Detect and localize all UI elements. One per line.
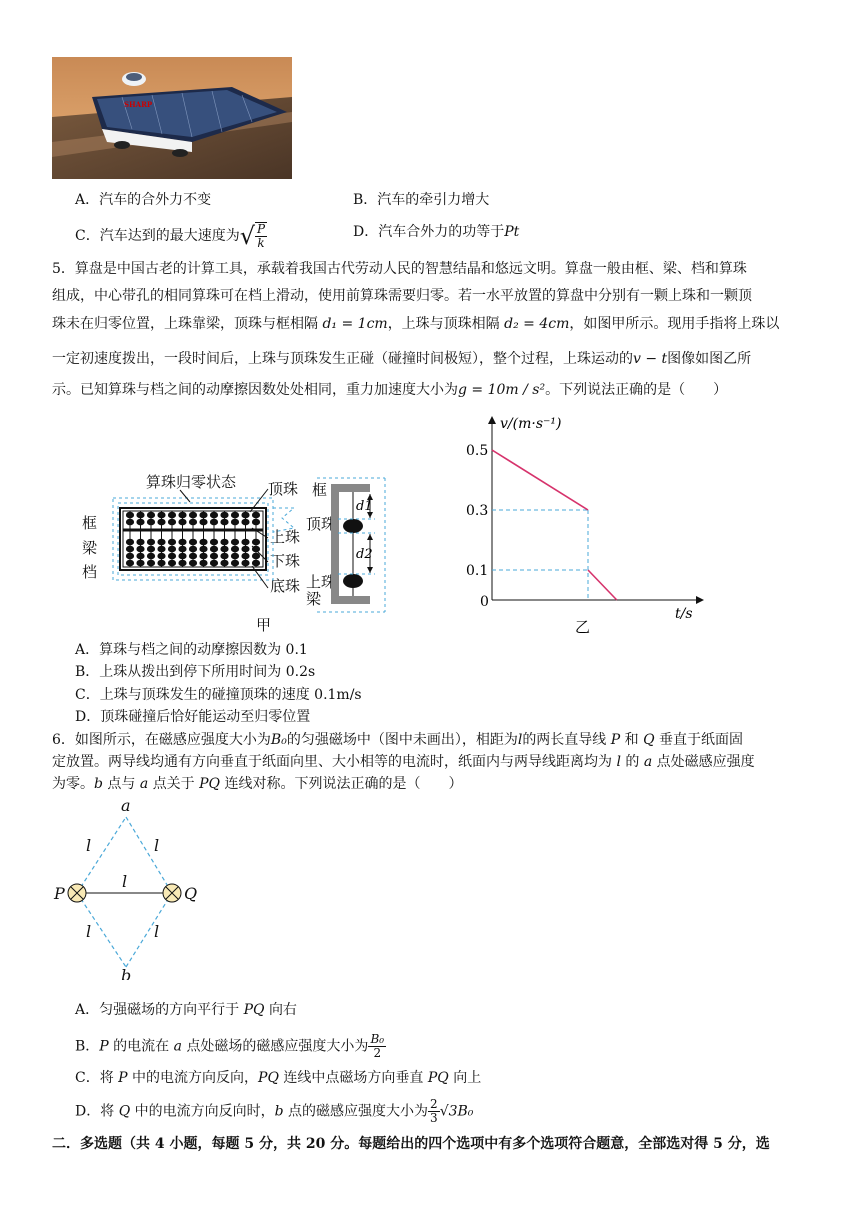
y-axis-arrow — [488, 416, 496, 424]
abacus-bead — [200, 553, 207, 559]
q5-option-d: D．顶珠碰撞后恰好能运动至归零位置 — [75, 709, 311, 725]
q6-opt-b-pre: B． — [75, 1038, 100, 1055]
abacus-bead — [200, 560, 207, 566]
abacus-bead — [221, 553, 228, 559]
q5-line-3b: ，上珠与顶珠相隔 — [387, 316, 500, 332]
side-l-5: l — [154, 922, 160, 941]
q6-option-a — [75, 1000, 297, 1020]
abacus-bead — [137, 546, 144, 552]
abacus-bead — [231, 553, 238, 559]
abacus-bead — [168, 553, 175, 559]
abacus-bead — [189, 560, 196, 566]
q6-line-2 — [52, 752, 820, 772]
abacus-bead — [221, 512, 228, 518]
q4-option-d — [353, 222, 519, 242]
abacus-bead — [126, 539, 133, 545]
q6-l-2: l — [616, 754, 621, 770]
abacus-bead — [221, 546, 228, 552]
q6-line-3d: 连线对称。下列说法正确的是（ ） — [224, 776, 463, 792]
q6-opt-b-p: P — [99, 1038, 109, 1055]
abacus-bead — [179, 546, 186, 552]
q6-line-1c: 的两长直导线 — [522, 732, 607, 748]
wire-q-icon — [163, 884, 181, 902]
q6-opt-d-q: Q — [118, 1103, 131, 1120]
q6-opt-c-mid1: 中的电流方向反向， — [132, 1070, 259, 1086]
vt-chart — [460, 410, 720, 640]
q6-B0: B₀ — [270, 732, 287, 748]
x-axis-label: t/s — [675, 606, 693, 622]
abacus-bead — [189, 553, 196, 559]
label-rod: 档 — [82, 563, 98, 581]
q6-opt-c-pre: C．将 — [75, 1070, 114, 1086]
q6-line-1 — [52, 730, 820, 750]
side-l-3: l — [122, 872, 128, 891]
solar-car-photo — [52, 57, 292, 179]
q6-line-3b: 点与 — [107, 776, 136, 792]
abacus-bead — [179, 539, 186, 545]
abacus-bead — [147, 519, 154, 525]
abacus-bead — [147, 553, 154, 559]
q6-line-2b: 的 — [625, 754, 640, 770]
abacus-bead — [252, 553, 259, 559]
label-top-bead-zoom: 顶珠 — [306, 515, 337, 533]
sqrt-symbol: √ — [239, 222, 256, 250]
q6-opt-d-num: 2 — [430, 1097, 438, 1111]
abacus-bead — [137, 539, 144, 545]
q5-d1: d₁ = 1cm — [322, 316, 388, 332]
q6-line-2c: 点处磁感应强度 — [656, 754, 755, 770]
abacus-bead — [221, 560, 228, 566]
q6-b: b — [94, 776, 103, 792]
abacus-bead — [252, 512, 259, 518]
abacus-bead — [126, 546, 133, 552]
abacus-bead — [168, 539, 175, 545]
q5-line-3 — [52, 314, 820, 334]
y-tick-label: 0.1 — [466, 563, 489, 579]
vt-series-line — [492, 450, 588, 510]
q5-line-5 — [52, 380, 820, 400]
q5-line-4a: 一定初速度拨出，一段时间后，上珠与顶珠发生正碰（碰撞时间极短），整个过程，上珠运动的 — [52, 351, 633, 367]
abacus-bead — [158, 560, 165, 566]
abacus-bead — [242, 553, 249, 559]
q5-vt: v − t — [633, 351, 668, 367]
d2-label: d2 — [356, 547, 373, 562]
q6-PQ: PQ — [199, 776, 221, 792]
abacus-bead — [210, 546, 217, 552]
q6-line-2a: 定放置。两导线均通有方向垂直于纸面向里、大小相等的电流时，纸面内与两导线距离均为 — [52, 754, 612, 770]
abacus-bead — [189, 519, 196, 525]
q5-line-3c: ，如图甲所示。现用手指将上珠以 — [569, 316, 780, 332]
abacus-bead — [168, 512, 175, 518]
q6-opt-b-frac — [368, 1033, 386, 1060]
abacus-bead — [242, 512, 249, 518]
abacus-bead — [242, 539, 249, 545]
q5-option-b: B．上珠从拨出到停下所用时间为 0.2s — [75, 664, 316, 680]
q6-opt-b-mid2: 点处磁场的磁感应强度大小为 — [186, 1038, 369, 1055]
abacus-bead — [242, 519, 249, 525]
q5-line-2: 组成，中心带孔的相同算珠可在档上滑动，使用前算珠需要归零。若一水平放置的算盘中分别有一颗上珠和一颗顶 — [52, 288, 752, 304]
q6-opt-b-den: 2 — [373, 1046, 382, 1060]
label-lower-bead: 下珠 — [270, 552, 301, 570]
q6-opt-a-pre: A．匀强磁场的方向平行于 — [75, 1002, 240, 1018]
q6-P: P — [610, 732, 621, 748]
label-upper-bead-zoom: 上珠 — [306, 573, 337, 591]
q5-line-5b: 。下列说法正确的是（ ） — [545, 382, 728, 398]
abacus-bead — [189, 546, 196, 552]
abacus-bead — [168, 519, 175, 525]
point-q-label: Q — [184, 884, 198, 903]
abacus-title: 算珠归零状态 — [146, 473, 237, 491]
label-upper-bead: 上珠 — [270, 528, 301, 546]
q6-opt-a-post: 向右 — [268, 1002, 297, 1018]
abacus-bead — [200, 546, 207, 552]
q6-option-c — [75, 1068, 481, 1088]
y-tick-label: 0.3 — [466, 503, 489, 519]
q4-option-c — [75, 222, 267, 250]
x-axis-arrow — [696, 596, 704, 604]
abacus-bead — [231, 519, 238, 525]
abacus-bead — [179, 560, 186, 566]
q4-option-b: B．汽车的牵引力增大 — [353, 192, 490, 208]
abacus-bead — [158, 546, 165, 552]
y-tick-label: 0.5 — [466, 443, 489, 459]
q6-opt-c-pq: PQ — [258, 1070, 279, 1086]
abacus-bead — [147, 560, 154, 566]
q5-line-4 — [52, 349, 820, 369]
vt-series-line — [588, 570, 617, 600]
abacus-figure — [80, 470, 440, 640]
q6-line-1a: 6．如图所示，在磁感应强度大小为 — [52, 732, 271, 748]
abacus-bead — [126, 553, 133, 559]
q5-line-3a: 珠未在归零位置，上珠靠梁，顶珠与框相隔 — [52, 316, 318, 332]
abacus-bead — [252, 519, 259, 525]
abacus-bead — [137, 519, 144, 525]
wire-diagram — [50, 795, 210, 980]
abacus-bead — [158, 512, 165, 518]
y-axis-label: v/(m·s⁻¹) — [500, 416, 562, 432]
d1-label: d1 — [356, 499, 373, 514]
abacus-bead — [242, 560, 249, 566]
abacus-bead — [200, 512, 207, 518]
q6-opt-c-mid2: 连线中点磁场方向垂直 — [283, 1070, 424, 1086]
abacus-bead — [210, 560, 217, 566]
abacus-bead — [231, 560, 238, 566]
section-2-header: 二．多选题（共 4 小题，每题 5 分，共 20 分。每题给出的四个选项中有多个选项符合题意，全部选对得 5 分，选 — [52, 1136, 770, 1152]
q4-option-a: A．汽车的合外力不变 — [75, 192, 212, 208]
abacus-bead — [231, 546, 238, 552]
q6-opt-d-pre: D．将 — [75, 1103, 115, 1120]
abacus-bead — [137, 560, 144, 566]
abacus-bead — [126, 519, 133, 525]
abacus-bead — [179, 553, 186, 559]
abacus-bead — [200, 519, 207, 525]
abacus-bead — [210, 512, 217, 518]
label-beam-zoom: 梁 — [306, 590, 322, 608]
side-l-2: l — [154, 836, 160, 855]
wire-p-icon — [68, 884, 86, 902]
abacus-bead — [126, 512, 133, 518]
q6-opt-b-num: B₀ — [370, 1032, 385, 1046]
point-p-label: P — [54, 884, 65, 903]
q6-option-d — [75, 1098, 473, 1125]
abacus-bead — [189, 539, 196, 545]
label-frame: 框 — [82, 514, 98, 532]
q6-opt-a-pq: PQ — [243, 1002, 265, 1018]
q5-line-4b: 图像如图乙所 — [667, 351, 752, 367]
point-a-label: a — [121, 796, 131, 815]
q6-line-3 — [52, 774, 820, 794]
q6-option-b — [75, 1033, 386, 1060]
label-beam: 梁 — [82, 539, 98, 557]
q4-c-denominator: k — [257, 236, 265, 250]
abacus-bead — [210, 553, 217, 559]
abacus-bead — [137, 553, 144, 559]
q6-line-3a: 为零。 — [52, 776, 94, 792]
abacus-bead — [200, 539, 207, 545]
label-bottom-bead: 底珠 — [270, 577, 301, 595]
abacus-bead — [242, 546, 249, 552]
q6-line-3c: 点关于 — [152, 776, 195, 792]
abacus-bead — [126, 560, 133, 566]
label-top-bead: 顶珠 — [268, 480, 299, 498]
q6-opt-c-post: 向上 — [453, 1070, 482, 1086]
brand-text: SHARP — [124, 100, 153, 109]
q4-c-numerator: P — [257, 222, 266, 236]
label-frame-zoom: 框 — [312, 481, 328, 499]
abacus-bead — [221, 519, 228, 525]
q6-opt-c-pq2: PQ — [427, 1070, 449, 1086]
abacus-bead — [179, 519, 186, 525]
abacus-bead — [137, 512, 144, 518]
abacus-bead — [221, 539, 228, 545]
q4-option-c-text: C．汽车达到的最大速度为 — [75, 228, 240, 244]
abacus-bead — [168, 560, 175, 566]
q5-option-a: A．算珠与档之间的动摩擦因数为 0.1 — [75, 642, 308, 658]
q6-opt-d-mid1: 中的电流方向反向时， — [134, 1103, 275, 1120]
q6-opt-d-den: 3 — [430, 1111, 438, 1125]
q6-opt-d-tail: √3B₀ — [439, 1103, 474, 1120]
q6-l: l — [517, 732, 523, 748]
q5-line-1: 5．算盘是中国古老的计算工具，承载着我国古代劳动人民的智慧结晶和悠远文明。算盘一般由框、梁、档和算珠 — [52, 261, 747, 277]
q6-opt-c-p: P — [118, 1070, 128, 1086]
q5-g: g = 10m / s² — [458, 382, 546, 398]
abacus-bead — [158, 519, 165, 525]
q6-opt-d-mid2: 点的磁感应强度大小为 — [288, 1103, 429, 1120]
abacus-bead — [231, 512, 238, 518]
abacus-bead — [210, 519, 217, 525]
figure-caption-yi: 乙 — [575, 618, 591, 636]
q6-opt-d-frac — [428, 1098, 440, 1125]
figure-caption-jia: 甲 — [256, 616, 272, 634]
side-l-1: l — [86, 836, 92, 855]
q6-Q: Q — [643, 732, 655, 748]
abacus-bead — [147, 539, 154, 545]
q6-a: a — [643, 754, 653, 770]
q6-opt-b-mid1: 的电流在 — [113, 1038, 170, 1055]
abacus-bead — [147, 546, 154, 552]
abacus-bead — [158, 553, 165, 559]
y-tick-label: 0 — [480, 594, 489, 610]
q5-d2: d₂ = 4cm — [504, 316, 570, 332]
abacus-bead — [168, 546, 175, 552]
abacus-bead — [252, 560, 259, 566]
q6-line-1d: 垂直于纸面固 — [659, 732, 744, 748]
abacus-bead — [231, 539, 238, 545]
abacus-bead — [210, 539, 217, 545]
q5-option-c: C．上珠与顶珠发生的碰撞顶珠的速度 0.1m/s — [75, 687, 362, 703]
abacus-bead — [252, 539, 259, 545]
q6-line-1b: 的匀强磁场中（图中未画出），相距为 — [286, 732, 518, 748]
abacus-bead — [147, 512, 154, 518]
side-l-4: l — [86, 922, 92, 941]
q6-opt-d-b: b — [274, 1103, 284, 1120]
q6-a-2: a — [139, 776, 149, 792]
q6-opt-b-a: a — [173, 1038, 182, 1055]
q5-line-5a: 示。已知算珠与档之间的动摩擦因数处处相同，重力加速度大小为 — [52, 382, 458, 398]
abacus-bead — [158, 539, 165, 545]
abacus-bead — [189, 512, 196, 518]
point-b-label: b — [121, 966, 132, 980]
q6-and: 和 — [624, 732, 639, 748]
q4-option-d-var: Pt — [504, 224, 520, 240]
q4-option-d-text: D．汽车合外力的功等于 — [353, 224, 505, 240]
abacus-bead — [179, 512, 186, 518]
